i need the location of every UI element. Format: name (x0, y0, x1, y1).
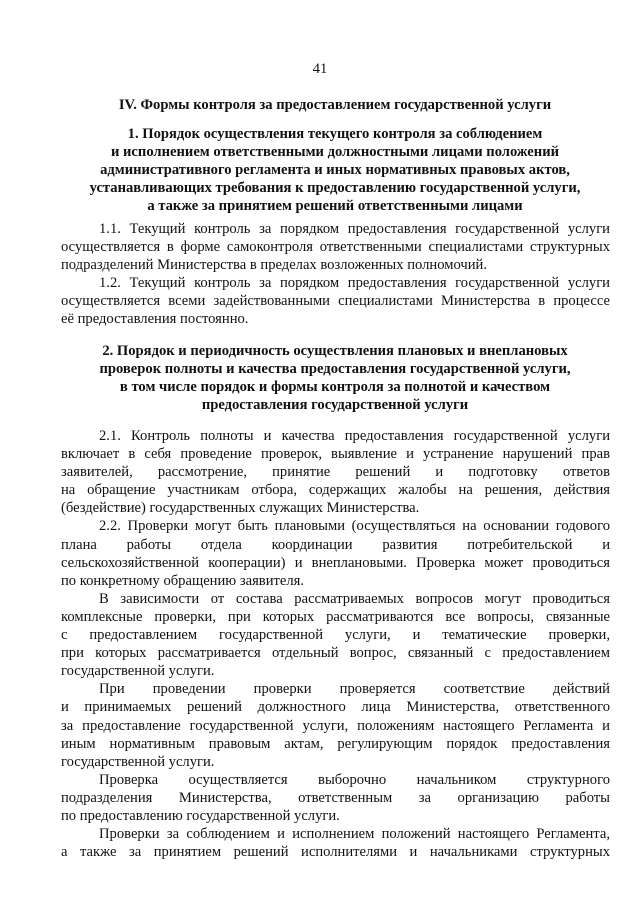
paragraph-2-2 (61, 517, 610, 589)
text-line: 2.2. Проверки могут быть плановыми (осуществляться на основании годового (99, 518, 610, 535)
heading-line: административного регламента и иных нормативных правовых актов, (100, 162, 570, 178)
paragraph-2-6 (61, 825, 610, 861)
text-line: плана работы отдела координации развития потребительской и (61, 536, 610, 553)
section-1-body (61, 220, 610, 329)
paragraph-1-2 (61, 274, 610, 328)
text-line: 1.1. Текущий контроль за порядком предоставления государственной услуги (99, 221, 610, 237)
paragraph-1-1 (61, 220, 610, 274)
heading-line: а также за принятием решений ответственными лицами (147, 198, 523, 214)
heading-line: предоставления государственной услуги (201, 397, 469, 413)
heading-line: и исполнением ответственными должностными лицами положений (110, 144, 560, 160)
text-line: подразделений Министерства в пределах возложенных полномочий. (61, 257, 487, 274)
heading-line: в том числе порядок и формы контроля за полнотой и качеством (119, 379, 551, 395)
section-2-body (61, 427, 610, 861)
paragraph-2-5 (61, 771, 610, 825)
text-line: государственной услуги. (61, 753, 215, 770)
text-line: государственной услуги. (61, 663, 215, 680)
heading-line: 2. Порядок и периодичность осуществления плановых и внеплановых (102, 343, 568, 359)
text-line: Проверки за соблюдением и исполнением положений настоящего Регламента, (99, 826, 610, 843)
text-line: иным нормативным правовым актам, регулирующим порядок предоставления (61, 735, 610, 752)
paragraph-2-4 (61, 680, 610, 770)
heading-line: 1. Порядок осуществления текущего контроля за соблюдением (127, 126, 543, 142)
text-line: а также за принятием решений исполнителями и начальниками структурных (61, 844, 610, 861)
text-line: её предоставления постоянно. (61, 311, 249, 328)
text-line: подразделения Министерства, ответственным за организацию работы (61, 789, 610, 806)
text-line: и принимаемых решений должностного лица Министерства, ответственного (61, 699, 610, 716)
page-number: 41 (312, 61, 328, 77)
text-line: включает в себя проведение проверок, выявление и устранение нарушений прав (61, 446, 610, 463)
paragraph-2-3 (61, 590, 610, 680)
text-line: осуществляется в форме самоконтроля ответственными специалистами структурных (61, 239, 610, 256)
text-line: комплексные проверки, при которых рассматриваются все вопросы, связанные (61, 608, 610, 625)
heading-line: проверок полноты и качества предоставления государственной услуги, (99, 361, 571, 377)
text-line: При проведении проверки проверяется соответствие действий (99, 681, 610, 698)
text-line: по предоставлению государственной услуги. (61, 807, 340, 824)
text-line: сельскохозяйственной кооперации) и внеплановыми. Проверка может проводиться (61, 554, 610, 571)
chapter-heading: IV. Формы контроля за предоставлением государственной услуги (118, 97, 552, 113)
section-2-heading (60, 342, 610, 414)
text-line: 2.1. Контроль полноты и качества предоставления государственной услуги (99, 428, 610, 444)
section-1-heading (60, 125, 610, 215)
paragraph-2-1 (61, 427, 610, 517)
text-line: по конкретному обращению заявителя. (61, 572, 304, 589)
text-line: на обращение участникам отбора, содержащих жалобы на решения, действия (61, 482, 610, 499)
text-line: с предоставлением государственной услуги, и тематические проверки, (61, 627, 610, 644)
text-line: за предоставление государственной услуги, положениям настоящего Регламента и (61, 717, 610, 734)
text-line: осуществляется всеми задействованными специалистами Министерства в процессе (61, 293, 610, 310)
text-line: (бездействие) государственных служащих Министерства. (61, 500, 420, 517)
heading-line: устанавливающих требования к предоставлению государственной услуги, (89, 180, 581, 196)
text-line: заявителей, рассмотрение, принятие решений и подготовку ответов (61, 464, 610, 481)
text-line: Проверка осуществляется выборочно начальником структурного (99, 771, 610, 788)
text-line: В зависимости от состава рассматриваемых вопросов могут проводиться (99, 590, 610, 607)
text-line: при которых рассматривается отдельный вопрос, связанный с предоставлением (61, 645, 610, 662)
text-line: 1.2. Текущий контроль за порядком предоставления государственной услуги (99, 275, 610, 292)
